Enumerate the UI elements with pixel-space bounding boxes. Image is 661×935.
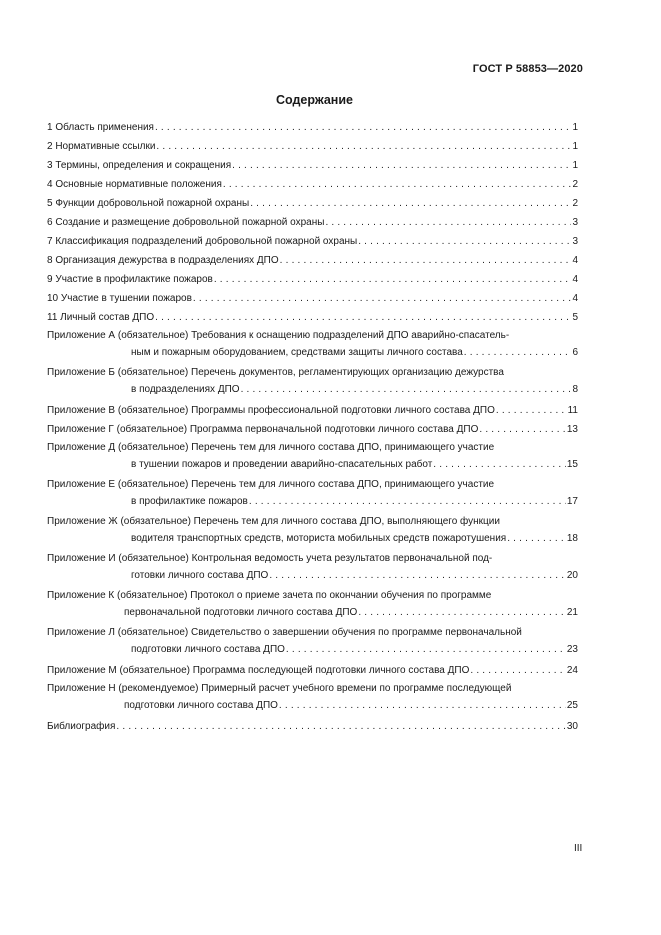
leader-dots bbox=[116, 717, 565, 736]
toc-entry-title: 10 Участие в тушении пожаров bbox=[47, 293, 192, 304]
toc-entry-title: 11 Личный состав ДПО bbox=[47, 312, 155, 323]
toc-page-number: 6 bbox=[572, 347, 578, 358]
leader-dots bbox=[464, 344, 572, 361]
leader-dots bbox=[433, 456, 566, 473]
toc-entry-title: 9 Участие в профилактике пожаров bbox=[47, 274, 213, 285]
toc-page-number: 24 bbox=[566, 665, 578, 676]
toc-entry-title: Приложение М (обязательное) Программа последующей подготовки личного состава ДПО bbox=[47, 665, 470, 676]
toc-entry-line1[interactable] bbox=[47, 327, 578, 344]
toc-entry-line2[interactable] bbox=[47, 530, 578, 547]
leader-dots bbox=[286, 641, 566, 658]
toc-entry-title-continued: в подразделениях ДПО bbox=[131, 384, 240, 395]
toc-page-number: 5 bbox=[572, 312, 578, 323]
toc-entry-line2[interactable] bbox=[47, 567, 578, 584]
toc-entry-title: Приложение В (обязательное) Программы профессиональной подготовки личного состава ДПО bbox=[47, 405, 495, 416]
leader-dots bbox=[358, 232, 571, 251]
toc-entry-line2[interactable] bbox=[47, 604, 578, 621]
toc-entry-title-continued: в тушении пожаров и проведении аварийно-спасательных работ bbox=[131, 459, 433, 470]
toc-entry-title: Приложение А (обязательное) Требования к оснащению подразделений ДПО аварийно-спасатель- bbox=[47, 330, 510, 341]
toc-entry-title: Приложение Л (обязательное) Свидетельство о завершении обучения по программе первоначальной bbox=[47, 627, 522, 638]
toc-entry-title: 2 Нормативные ссылки bbox=[47, 141, 156, 152]
toc-entry-title-continued: в профилактике пожаров bbox=[131, 496, 248, 507]
toc-entry[interactable] bbox=[47, 156, 578, 175]
toc-entry-line1[interactable] bbox=[47, 587, 578, 604]
toc-page-number: 21 bbox=[566, 607, 578, 618]
toc-page-number: 20 bbox=[566, 570, 578, 581]
leader-dots bbox=[269, 567, 566, 584]
toc-page-number: 23 bbox=[566, 644, 578, 655]
toc-entry[interactable] bbox=[47, 420, 578, 439]
leader-dots bbox=[250, 194, 571, 213]
toc-entry-title-continued: ным и пожарным оборудованием, средствами защиты личного состава bbox=[131, 347, 463, 358]
toc-page-number: 11 bbox=[567, 405, 578, 416]
toc-entry-line2[interactable] bbox=[47, 493, 578, 510]
toc-entry[interactable] bbox=[47, 308, 578, 327]
table-of-contents bbox=[47, 118, 578, 736]
toc-page-number: 15 bbox=[566, 459, 578, 470]
toc-page-number: 25 bbox=[566, 700, 578, 711]
leader-dots bbox=[223, 175, 572, 194]
toc-entry-line1[interactable] bbox=[47, 513, 578, 530]
toc-entry[interactable] bbox=[47, 717, 578, 736]
leader-dots bbox=[479, 420, 566, 439]
toc-page-number: 4 bbox=[572, 274, 578, 285]
toc-page-number: 18 bbox=[566, 533, 578, 544]
toc-entry[interactable] bbox=[47, 661, 578, 680]
leader-dots bbox=[156, 137, 571, 156]
toc-entry-title: Приложение Ж (обязательное) Перечень тем для личного состава ДПО, выполняющего функции bbox=[47, 516, 500, 527]
toc-page-number: 3 bbox=[572, 236, 578, 247]
toc-entry-title: 8 Организация дежурства в подразделениях ДПО bbox=[47, 255, 279, 266]
toc-entry-title: 3 Термины, определения и сокращения bbox=[47, 160, 232, 171]
toc-entry-title: Приложение Е (обязательное) Перечень тем для личного состава ДПО, принимающего участие bbox=[47, 479, 495, 490]
leader-dots bbox=[358, 604, 566, 621]
toc-entry-line1[interactable] bbox=[47, 624, 578, 641]
toc-entry-title: Приложение Д (обязательное) Перечень тем для личного состава ДПО, принимающего участие bbox=[47, 442, 495, 453]
toc-entry-line1[interactable] bbox=[47, 550, 578, 567]
leader-dots bbox=[280, 251, 572, 270]
toc-entry-line1[interactable] bbox=[47, 364, 578, 381]
toc-page-number: 2 bbox=[572, 179, 578, 190]
toc-entry-title-continued: водителя транспортных средств, моториста мобильных средств пожаротушения bbox=[131, 533, 507, 544]
toc-page-number: 8 bbox=[572, 384, 578, 395]
toc-entry[interactable] bbox=[47, 270, 578, 289]
toc-page-number: 4 bbox=[572, 293, 578, 304]
toc-entry-title: 4 Основные нормативные положения bbox=[47, 179, 222, 190]
toc-entry[interactable] bbox=[47, 289, 578, 308]
toc-entry-title: 5 Функции добровольной пожарной охраны bbox=[47, 198, 250, 209]
toc-entry-title-continued: подготовки личного состава ДПО bbox=[131, 644, 285, 655]
leader-dots bbox=[155, 118, 571, 137]
toc-entry-line2[interactable] bbox=[47, 456, 578, 473]
leader-dots bbox=[507, 530, 566, 547]
toc-entry-line2[interactable] bbox=[47, 344, 578, 361]
leader-dots bbox=[214, 270, 572, 289]
standard-designation: ГОСТ Р 58853—2020 bbox=[472, 63, 583, 75]
leader-dots bbox=[496, 401, 567, 420]
toc-entry-title: Приложение Н (рекомендуемое) Примерный расчет учебного времени по программе последующей bbox=[47, 683, 512, 694]
toc-entry-title-continued: первоначальной подготовки личного состава ДПО bbox=[124, 607, 358, 618]
toc-entry-title: 1 Область применения bbox=[47, 122, 154, 133]
leader-dots bbox=[325, 213, 571, 232]
page-number: III bbox=[574, 843, 583, 854]
toc-page-number: 1 bbox=[572, 141, 578, 152]
toc-entry[interactable] bbox=[47, 213, 578, 232]
toc-entry[interactable] bbox=[47, 232, 578, 251]
toc-entry-title: Приложение К (обязательное) Протокол о приеме зачета по окончании обучения по программе bbox=[47, 590, 492, 601]
toc-entry-title: Приложение И (обязательное) Контрольная ведомость учета результатов первоначальной под- bbox=[47, 553, 493, 564]
toc-entry[interactable] bbox=[47, 251, 578, 270]
toc-entry-line2[interactable] bbox=[47, 381, 578, 398]
toc-page-number: 2 bbox=[572, 198, 578, 209]
leader-dots bbox=[249, 493, 566, 510]
toc-entry-line1[interactable] bbox=[47, 439, 578, 456]
toc-entry-line1[interactable] bbox=[47, 476, 578, 493]
toc-entry-title: Приложение Б (обязательное) Перечень документов, регламентирующих организацию дежурства bbox=[47, 367, 504, 378]
toc-entry[interactable] bbox=[47, 118, 578, 137]
toc-entry[interactable] bbox=[47, 194, 578, 213]
toc-page-number: 30 bbox=[566, 721, 578, 732]
leader-dots bbox=[232, 156, 571, 175]
leader-dots bbox=[470, 661, 565, 680]
toc-entry-line2[interactable] bbox=[47, 641, 578, 658]
toc-page-number: 4 bbox=[572, 255, 578, 266]
toc-entry-line1[interactable] bbox=[47, 680, 578, 697]
toc-entry[interactable] bbox=[47, 401, 578, 420]
page-title: Содержание bbox=[275, 93, 353, 107]
toc-entry-title: Приложение Г (обязательное) Программа первоначальной подготовки личного состава ДПО bbox=[47, 424, 479, 435]
toc-page-number: 1 bbox=[572, 122, 578, 133]
toc-page-number: 17 bbox=[566, 496, 578, 507]
leader-dots bbox=[155, 308, 571, 327]
leader-dots bbox=[193, 289, 572, 308]
toc-page-number: 3 bbox=[572, 217, 578, 228]
toc-page-number: 13 bbox=[566, 424, 578, 435]
toc-page-number: 1 bbox=[572, 160, 578, 171]
toc-entry[interactable] bbox=[47, 137, 578, 156]
toc-entry[interactable] bbox=[47, 175, 578, 194]
toc-entry-title: 7 Классификация подразделений добровольной пожарной охраны bbox=[47, 236, 358, 247]
leader-dots bbox=[279, 697, 566, 714]
toc-entry-title: 6 Создание и размещение добровольной пожарной охраны bbox=[47, 217, 325, 228]
leader-dots bbox=[241, 381, 572, 398]
toc-entry-title-continued: подготовки личного состава ДПО bbox=[124, 700, 278, 711]
toc-entry-title-continued: готовки личного состава ДПО bbox=[131, 570, 269, 581]
toc-entry-title: Библиография bbox=[47, 721, 116, 732]
toc-entry-line2[interactable] bbox=[47, 697, 578, 714]
